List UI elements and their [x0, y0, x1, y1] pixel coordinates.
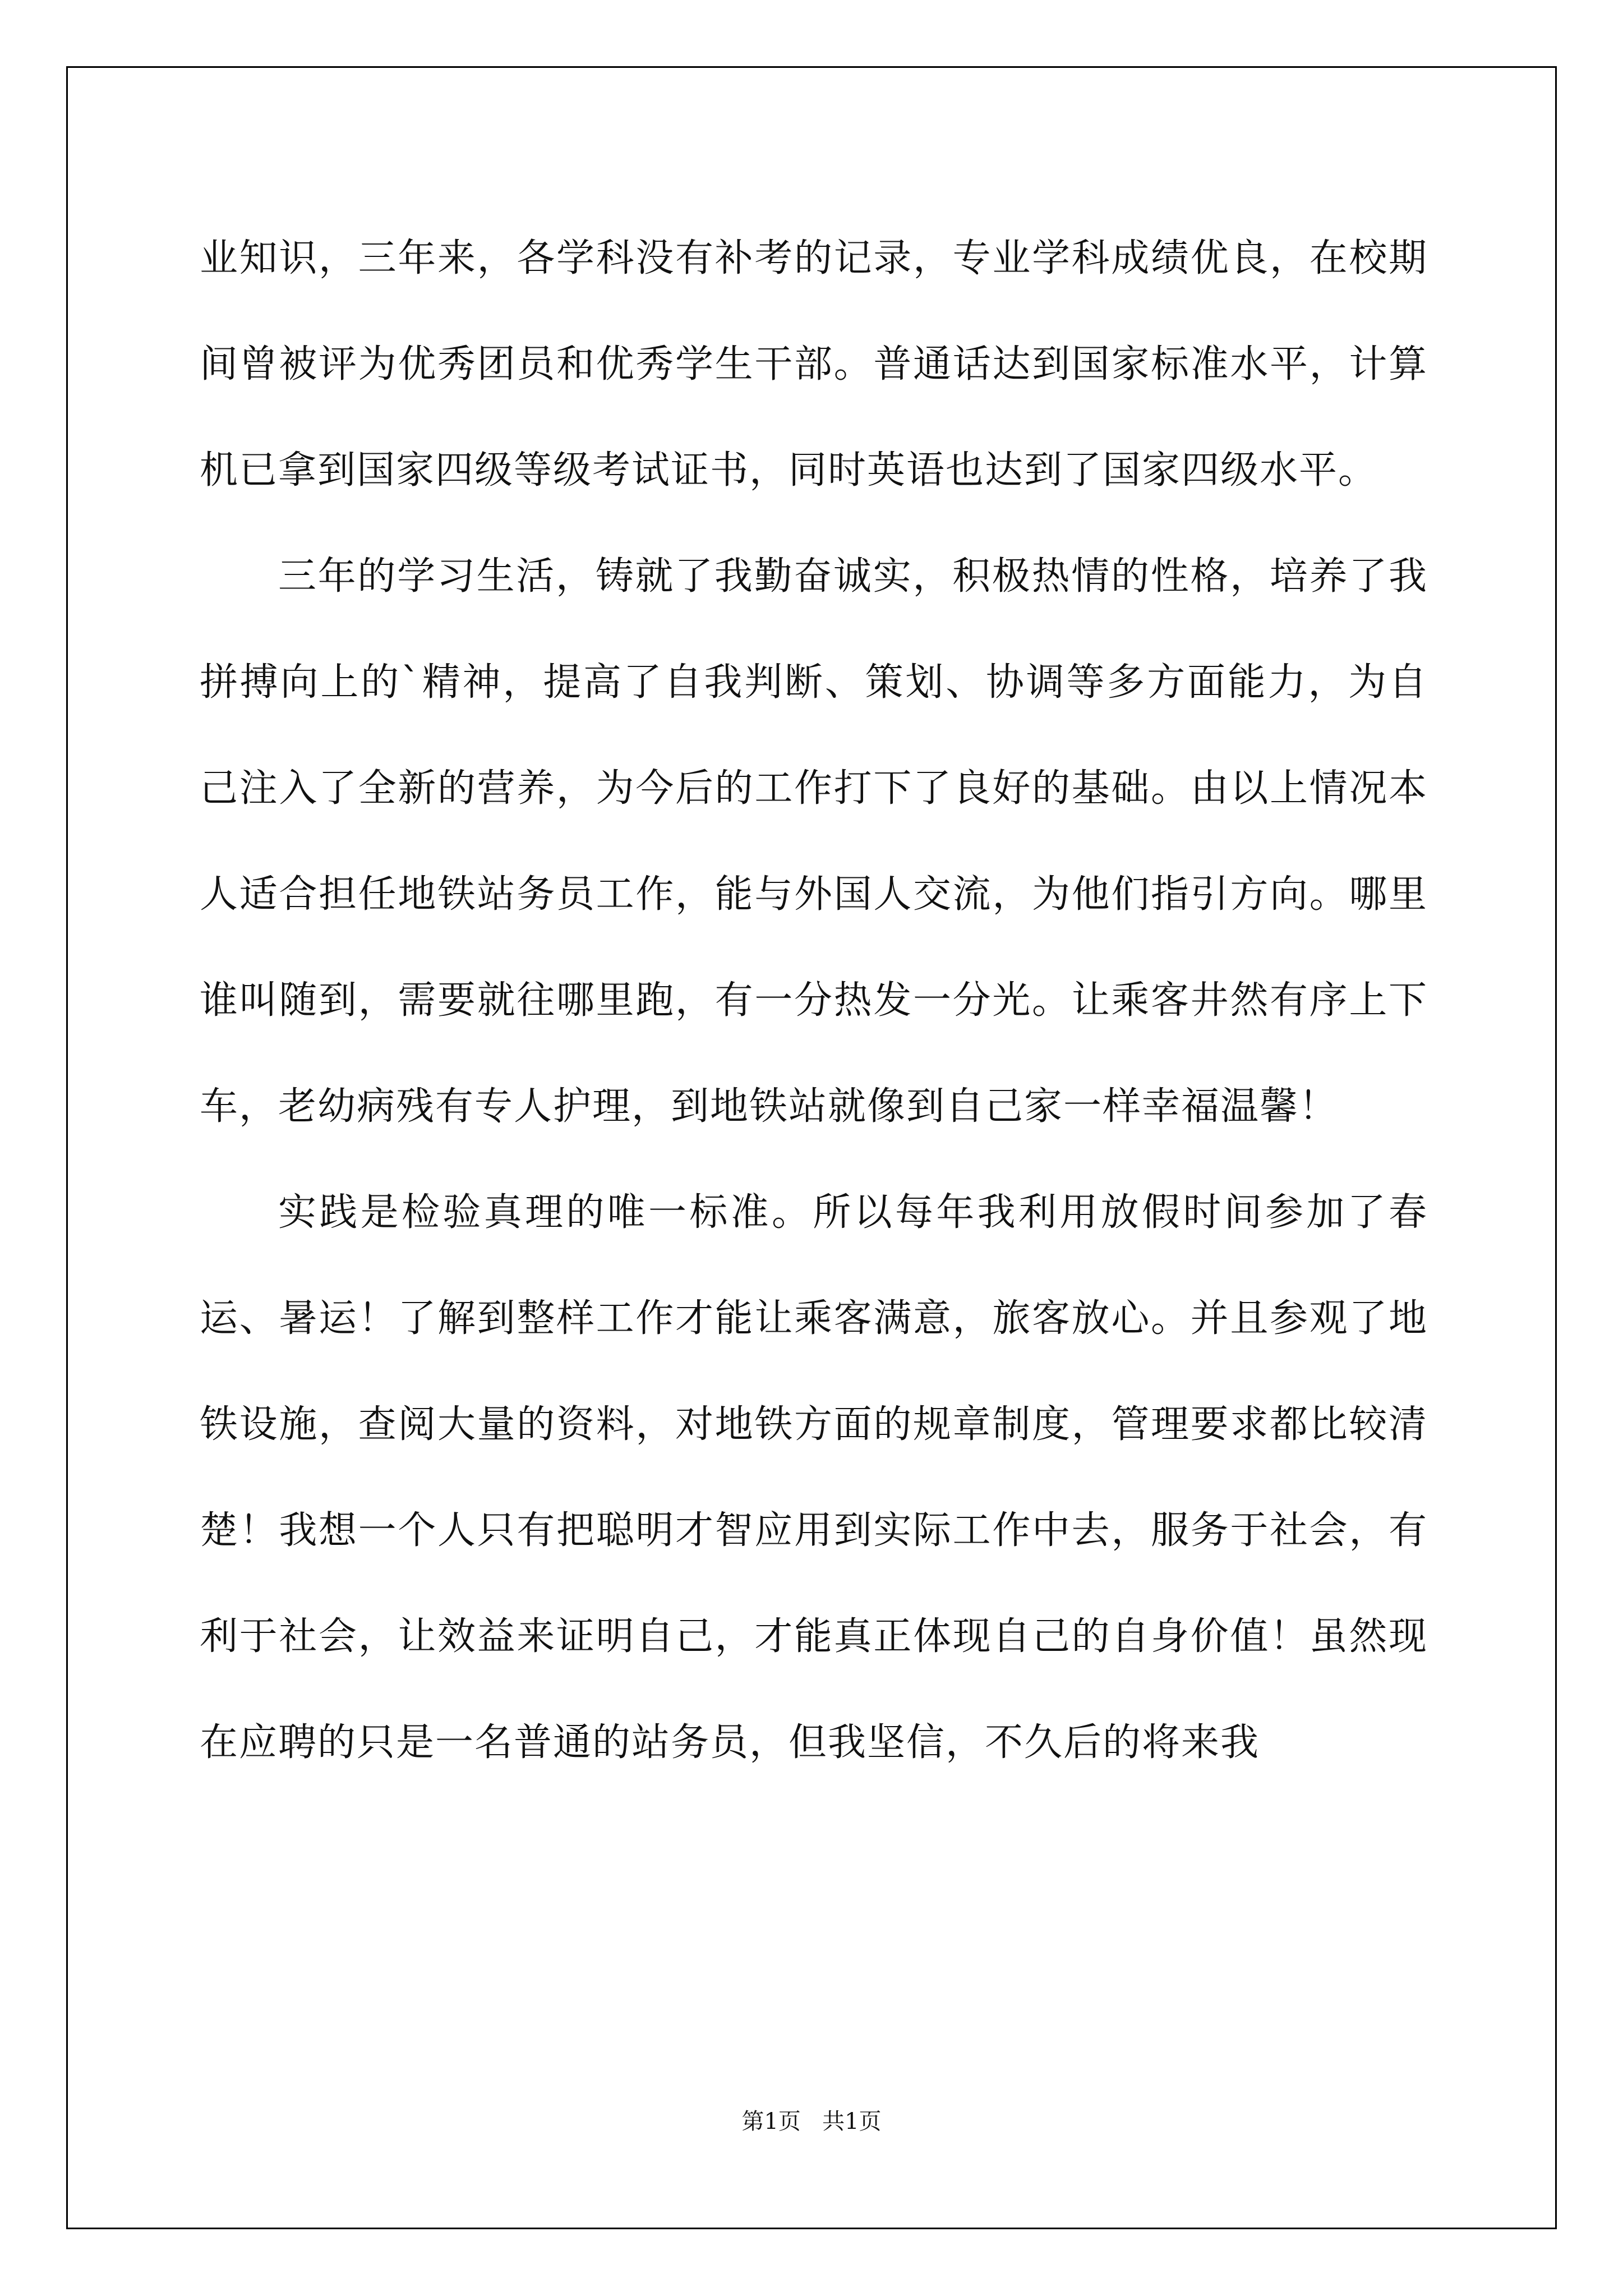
page-footer [0, 2104, 1623, 2136]
page-number: 第1页 [741, 2109, 801, 2134]
paragraph-3: 实践是检验真理的唯一标准。所以每年我利用放假时间参加了春运、暑运！了解到整样工作才能让乘客满意，旅客放心。并且参观了地铁设施，查阅大量的资料，对地铁方面的规章制度，管理要求都比较清楚！我想一个人只有把聪明才智应用到实际工作中去，服务于社会，有利于社会，让效益来证明自己，才能真正体现自己的自身价值！虽然现在应聘的只是一名普通的站务员，但我坚信，不久后的将来我 [200, 1190, 1428, 1765]
document-body [200, 205, 1428, 1796]
footer-spacer [801, 2109, 822, 2134]
page-total: 共1页 [822, 2109, 882, 2134]
paragraph-1: 业知识，三年来，各学科没有补考的记录，专业学科成绩优良，在校期间曾被评为优秀团员和优秀学生干部。普通话达到国家标准水平，计算机已拿到国家四级等级考试证书，同时英语也达到了国家四级水平。 [200, 236, 1428, 493]
paragraph-2: 三年的学习生活，铸就了我勤奋诚实，积极热情的性格，培养了我拼搏向上的`精神，提高了自我判断、策划、协调等多方面能力，为自己注入了全新的营养，为今后的工作打下了良好的基础。由以上情况本人适合担任地铁站务员工作，能与外国人交流，为他们指引方向。哪里谁叫随到，需要就往哪里跑，有一分热发一分光。让乘客井然有序上下车，老幼病残有专人护理，到地铁站就像到自己家一样幸福温馨！ [200, 554, 1428, 1129]
